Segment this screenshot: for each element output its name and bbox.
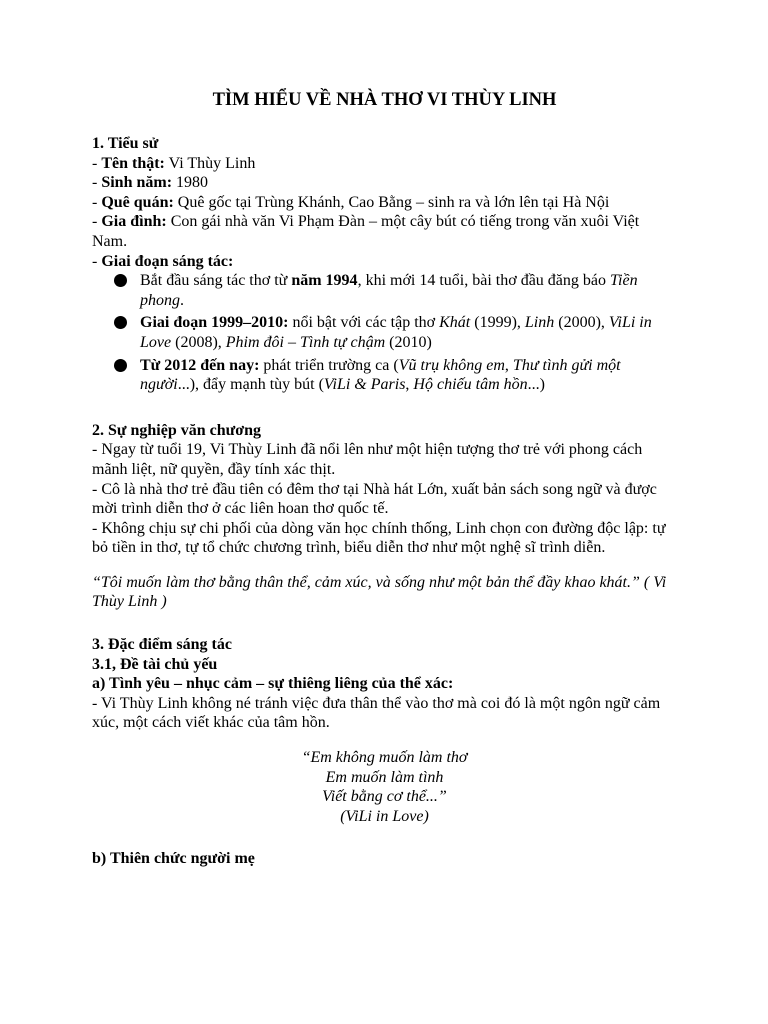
topic-a-heading: a) Tình yêu – nhục cảm – sự thiêng liêng của thể xác: [92, 675, 454, 693]
bullet-icon [114, 359, 127, 372]
family-label: Gia đình: [101, 213, 167, 231]
spacer [92, 558, 677, 573]
bullet-icon [114, 274, 127, 287]
bio-birth-year: - Sinh năm: 1980 [92, 174, 209, 192]
document-title: TÌM HIỂU VỀ NHÀ THƠ VI THÙY LINH [212, 90, 557, 110]
section-1-heading: 1. Tiểu sử [92, 135, 159, 152]
poem-line: Em muốn làm tình [325, 768, 444, 786]
career-paragraph-2: - Cô là nhà thơ trẻ đầu tiên có đêm thơ tại Nhà hát Lớn, xuất bản sách song ngữ và được mời trình diễn thơ ở các liên hoan thơ quốc tế. [92, 480, 657, 518]
poem-line: “Em không muốn làm thơ [301, 749, 468, 767]
bio-hometown: - Quê quán: Quê gốc tại Trùng Khánh, Cao Bằng – sinh ra và lớn lên tại Hà Nội [92, 193, 610, 211]
spacer [92, 733, 677, 748]
subsection-heading: 3.1, Đề tài chủ yếu [92, 655, 218, 673]
document-page [92, 88, 677, 869]
list-item: Từ 2012 đến nay: phát triển trường ca (Vũ trụ không em, Thư tình gửi một người...), đẩy mạnh tùy bút (ViLi & Paris, Hộ chiếu tâm hồn...) [140, 356, 677, 395]
spacer [92, 826, 677, 849]
real-name-label: Tên thật: [101, 154, 165, 172]
career-paragraph-1: - Ngay từ tuổi 19, Vi Thùy Linh đã nổi lên như một hiện tượng thơ trẻ với phong cách mãnh liệt, nữ quyền, đầy tính xác thịt. [92, 441, 643, 478]
bio-periods: - Giai đoạn sáng tác: [92, 252, 234, 270]
topic-b-heading: b) Thiên chức người mẹ [92, 850, 255, 868]
topic-a-paragraph: - Vi Thùy Linh không né tránh việc đưa thân thể vào thơ mà coi đó là một ngôn ngữ cảm xúc, một cách viết khác của tâm hồn. [92, 694, 661, 732]
author-quote: “Tôi muốn làm thơ bằng thân thể, cảm xúc, và sống như một bản thể đầy khao khát.” ( Vi Thùy Linh ) [92, 573, 667, 611]
career-paragraph-3: - Không chịu sự chi phối của dòng văn học chính thống, Linh chọn con đường độc lập: tự bỏ tiền in thơ, tự tổ chức chương trình, biểu diễn thơ như một nghệ sĩ trình diễn. [92, 519, 666, 557]
hometown-label: Quê quán: [101, 193, 174, 211]
periods-list [92, 271, 677, 395]
spacer [92, 398, 677, 421]
bio-family: - Gia đình: Con gái nhà văn Vi Phạm Đàn – một cây bút có tiếng trong văn xuôi Việt Nam. [92, 213, 640, 250]
hometown-value: Quê gốc tại Trùng Khánh, Cao Bằng – sinh ra và lớn lên tại Hà Nội [173, 193, 610, 211]
section-3-heading: 3. Đặc điểm sáng tác [92, 636, 232, 654]
spacer [92, 612, 677, 635]
list-item: Bắt đầu sáng tác thơ từ năm 1994, khi mới 14 tuổi, bài thơ đầu đăng báo Tiền phong. [140, 271, 677, 310]
section-2-heading: 2. Sự nghiệp văn chương [92, 421, 261, 439]
poem-excerpt [92, 748, 677, 826]
list-item: Giai đoạn 1999–2010: nổi bật với các tập thơ Khát (1999), Linh (2000), ViLi in Love (2008), Phim đôi – Tình tự chậm (2010) [140, 313, 677, 352]
family-value: Con gái nhà văn Vi Phạm Đàn – một cây bút có tiếng trong văn xuôi Việt Nam. [92, 213, 640, 250]
birth-year-value: 1980 [172, 174, 209, 192]
bio-real-name: - Tên thật: Vi Thùy Linh [92, 154, 256, 172]
bullet-icon [114, 316, 127, 329]
poem-line: Viết bằng cơ thể...” [322, 788, 447, 806]
periods-label: Giai đoạn sáng tác: [101, 252, 234, 270]
poem-source: (ViLi in Love) [340, 807, 429, 825]
birth-year-label: Sinh năm: [101, 174, 173, 192]
real-name-value: Vi Thùy Linh [164, 154, 256, 172]
